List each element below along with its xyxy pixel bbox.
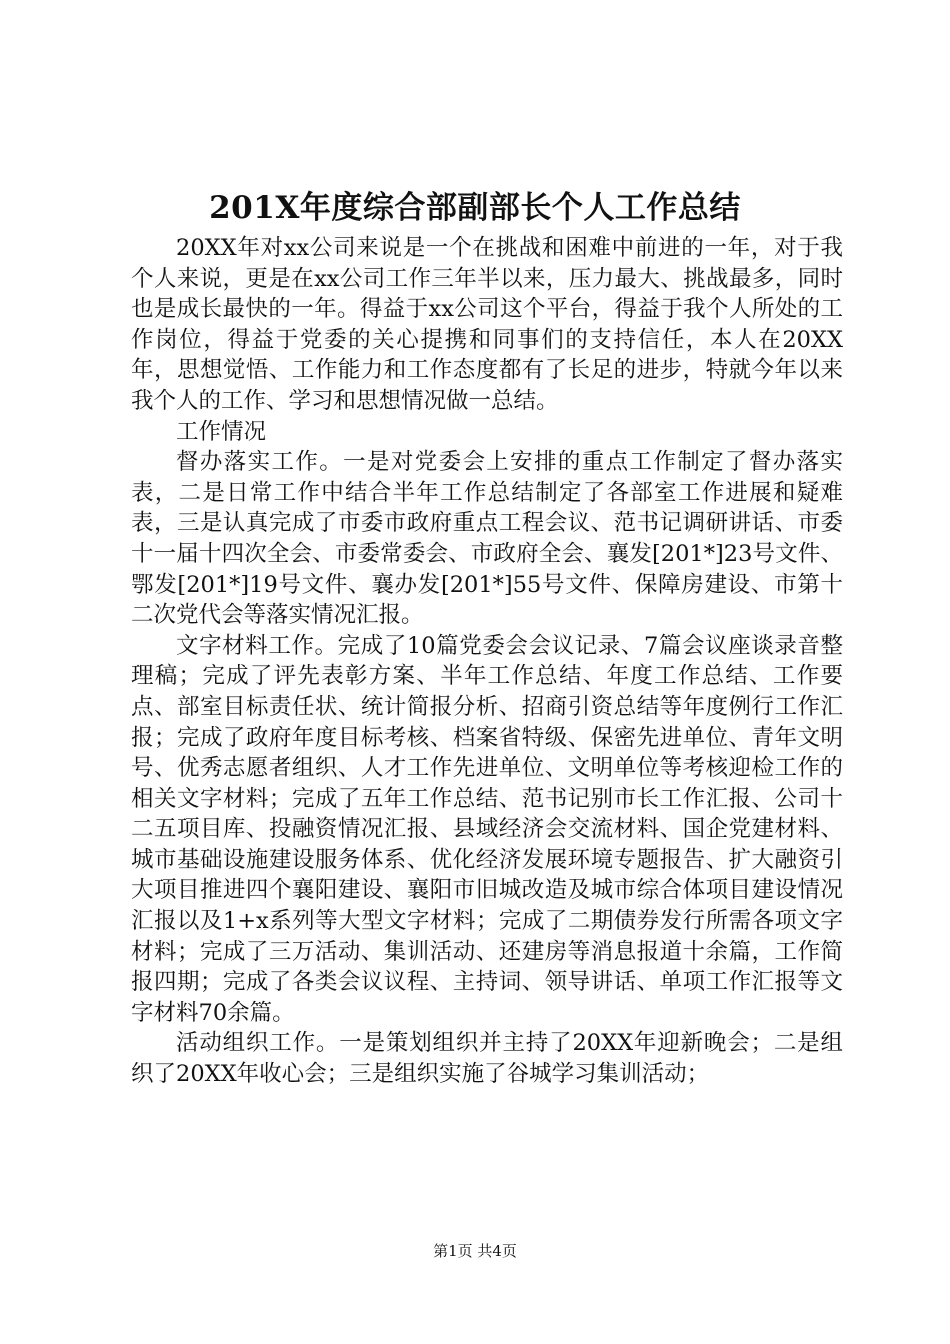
section-heading-work-status: 工作情况 [176,418,267,445]
paragraph-intro: 20XX年对xx公司来说是一个在挑战和困难中前进的一年，对于我个人来说，更是在xx公司工作三年半以来，压力最大、挑战最多，同时也是成长最快的一年。得益于xx公司这个平台，得益于我个人所处的工作岗位，得益于党委的关心提携和同事们的支持信任，本人在20XX年，思想觉悟、工作能力和工作态度都有了长足的进步，特就今年以来我个人的工作、学习和思想情况做一总结。 [131,235,843,414]
paragraph-activities: 活动组织工作。一是策划组织并主持了20XX年迎新晚会；二是组织了20XX年收心会；三是组织实施了谷城学习集训活动； [131,1030,843,1088]
document-title: 201X年度综合部副部长个人工作总结 [209,190,741,226]
document-body [131,233,843,1090]
paragraph-writing: 文字材料工作。完成了10篇党委会会议记录、7篇会议座谈录音整理稿；完成了评先表彰方案、半年工作总结、年度工作总结、工作要点、部室目标责任状、统计简报分析、招商引资总结等年度例行工作汇报；完成了政府年度目标考核、档案省特级、保密先进单位、青年文明号、优秀志愿者组织、人才工作先进单位、文明单位等考核迎检工作的相关文字材料；完成了五年工作总结、范书记别市长工作汇报、公司十二五项目库、投融资情况汇报、县域经济会交流材料、国企党建材料、城市基础设施建设服务体系、优化经济发展环境专题报告、扩大融资引大项目推进四个襄阳建设、襄阳市旧城改造及城市综合体项目建设情况汇报以及1+x系列等大型文字材料；完成了二期债券发行所需各项文字材料；完成了三万活动、集训活动、还建房等消息报道十余篇，工作简报四期；完成了各类会议议程、主持词、领导讲话、单项工作汇报等文字材料70余篇。 [131,632,843,1026]
paragraph-supervision: 督办落实工作。一是对党委会上安排的重点工作制定了督办落实表，二是日常工作中结合半年工作总结制定了各部室工作进展和疑难表，三是认真完成了市委市政府重点工程会议、范书记调研讲话、市委十一届十四次全会、市委常委会、市政府全会、襄发[201*]23号文件、鄂发[201*]19号文件、襄办发[201*]55号文件、保障房建设、市第十二次党代会等落实情况汇报。 [131,449,843,629]
page-number: 第1页 共4页 [433,1242,517,1260]
